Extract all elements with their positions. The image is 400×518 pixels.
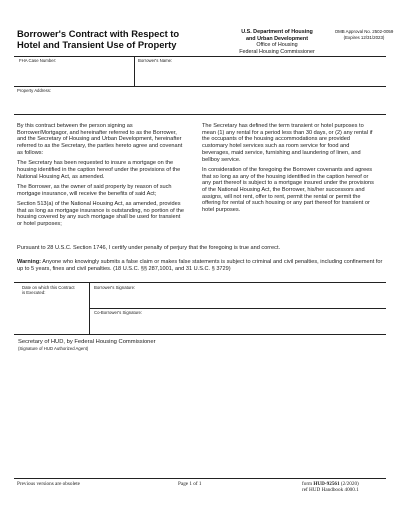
paragraph-parties: By this contract between the person signing as Borrower/Mortgagor, and hereinafter referred to as the Borrower, and the Secretary of Housing and Urban Development, hereinafter referred to as the Secretary, the parties hereto agree and covenant as follows:	[17, 123, 183, 156]
footer-form-prefix: form	[302, 481, 314, 487]
paragraph-benefits: The Borrower, as the owner of said property by reason of such mortgage insurance, will receive the benefits of said Act;	[17, 183, 172, 197]
warning-statement	[17, 259, 383, 273]
borrower-name-field[interactable]	[138, 64, 384, 84]
divider-signature-top	[14, 282, 386, 283]
divider-signature-bottom	[14, 334, 386, 335]
paragraph-covenant: In consideration of the foregoing the Borrower covenants and agrees that so long as any of the housing identified in the caption hereof or any part thereof is subject to a mortgage insured under the provisions of the National Housing Act, the Borrower, his/her successors and assigns, will not rent, offer to rent, permit the rental or permit the offering for rental of such housing or any part thereof for transient or hotel purposes.	[202, 166, 374, 214]
omb-expiry: (Expires 12/31/2023)	[343, 34, 385, 40]
agency-block	[222, 29, 332, 55]
divider-coborrower	[89, 308, 386, 309]
agency-line2: and Urban Development	[245, 35, 308, 42]
date-executed-field[interactable]	[22, 297, 86, 331]
form-title-line2: Hotel and Transient Use of Property	[17, 39, 177, 50]
footer-form-number: HUD-92561	[313, 481, 340, 487]
divider-property	[14, 86, 386, 87]
date-executed-label-line1: Date on which this Contract	[22, 285, 75, 290]
divider-footer	[14, 478, 386, 479]
footer-obsolete-note: Previous versions are obsolete	[17, 481, 80, 487]
form-title	[17, 28, 207, 50]
hud-signature-label: Secretary of HUD, by Federal Housing Commissioner	[18, 339, 156, 345]
agency-line1: U.S. Department of Housing	[241, 29, 313, 35]
divider-top	[14, 56, 386, 57]
borrower-signature-label: Borrower's Signature:	[94, 285, 136, 290]
fha-case-number-field[interactable]	[19, 64, 131, 84]
warning-text: Anyone who knowingly submits a false claim or makes false statements is subject to criminal and civil penalties, including confinement for up to 5 years, fines and civil penalties. (18 U.S.C. §§ 287,1001, and 31 U.S.C. § 3729)	[17, 259, 383, 272]
certification-statement: Pursuant to 28 U.S.C. Section 1746, I certify under penalty of perjury that the foregoing is true and correct.	[17, 245, 281, 251]
borrower-signature-field[interactable]	[94, 291, 384, 306]
paragraph-section-513a: Section 513(a) of the National Housing Act, as amended, provides that as long as mortgage insurance is outstanding, no portion of the housing covered by any such mortgage shall be used for transient or hotel purposes;	[17, 200, 184, 227]
agency-line3: Office of Housing	[256, 42, 298, 49]
date-executed-label	[22, 285, 88, 295]
divider-body	[14, 114, 386, 115]
date-executed-label-line2: is Executed:	[22, 290, 46, 295]
property-address-field[interactable]	[17, 94, 385, 112]
right-column	[202, 123, 374, 217]
fha-case-number-label: FHA Case Number:	[19, 58, 57, 63]
hud-agent-caption: (Signature of HUD Authorized Agent)	[18, 346, 89, 351]
form-title-line1: Borrower's Contract with Respect to	[17, 28, 180, 39]
paragraph-definition: The Secretary has defined the term transient or hotel purposes to mean (1) any rental for a period less than 30 days, or (2) any rental if the occupants of the housing accommodations are provided customary hotel services such as room service for food and beverages, maid service, furnishing and laundering of linen, and bellboy service.	[202, 123, 373, 163]
paragraph-request: The Secretary has been requested to insure a mortgage on the housing identified in the caption hereof under the provisions of the National Housing Act, as amended.	[17, 160, 181, 180]
agency-line4: Federal Housing Commissioner	[239, 48, 315, 55]
footer-handbook-ref: ref HUD Handbook 4000.1	[302, 487, 359, 493]
property-address-label: Property Address:	[17, 88, 52, 93]
warning-label: Warning:	[17, 259, 42, 265]
coborrower-signature-label: Co-Borrower's Signature:	[94, 310, 143, 315]
left-column	[17, 123, 185, 231]
coborrower-signature-field[interactable]	[94, 316, 384, 332]
omb-approval: OMB Approval No. 2502-0059	[334, 29, 394, 34]
omb-block	[333, 29, 395, 41]
footer-form-date: (2/2020)	[339, 481, 359, 487]
divider-case-borrower	[134, 56, 135, 86]
footer-page-number: Page 1 of 1	[178, 481, 202, 487]
borrower-name-label: Borrower's Name:	[138, 58, 173, 63]
